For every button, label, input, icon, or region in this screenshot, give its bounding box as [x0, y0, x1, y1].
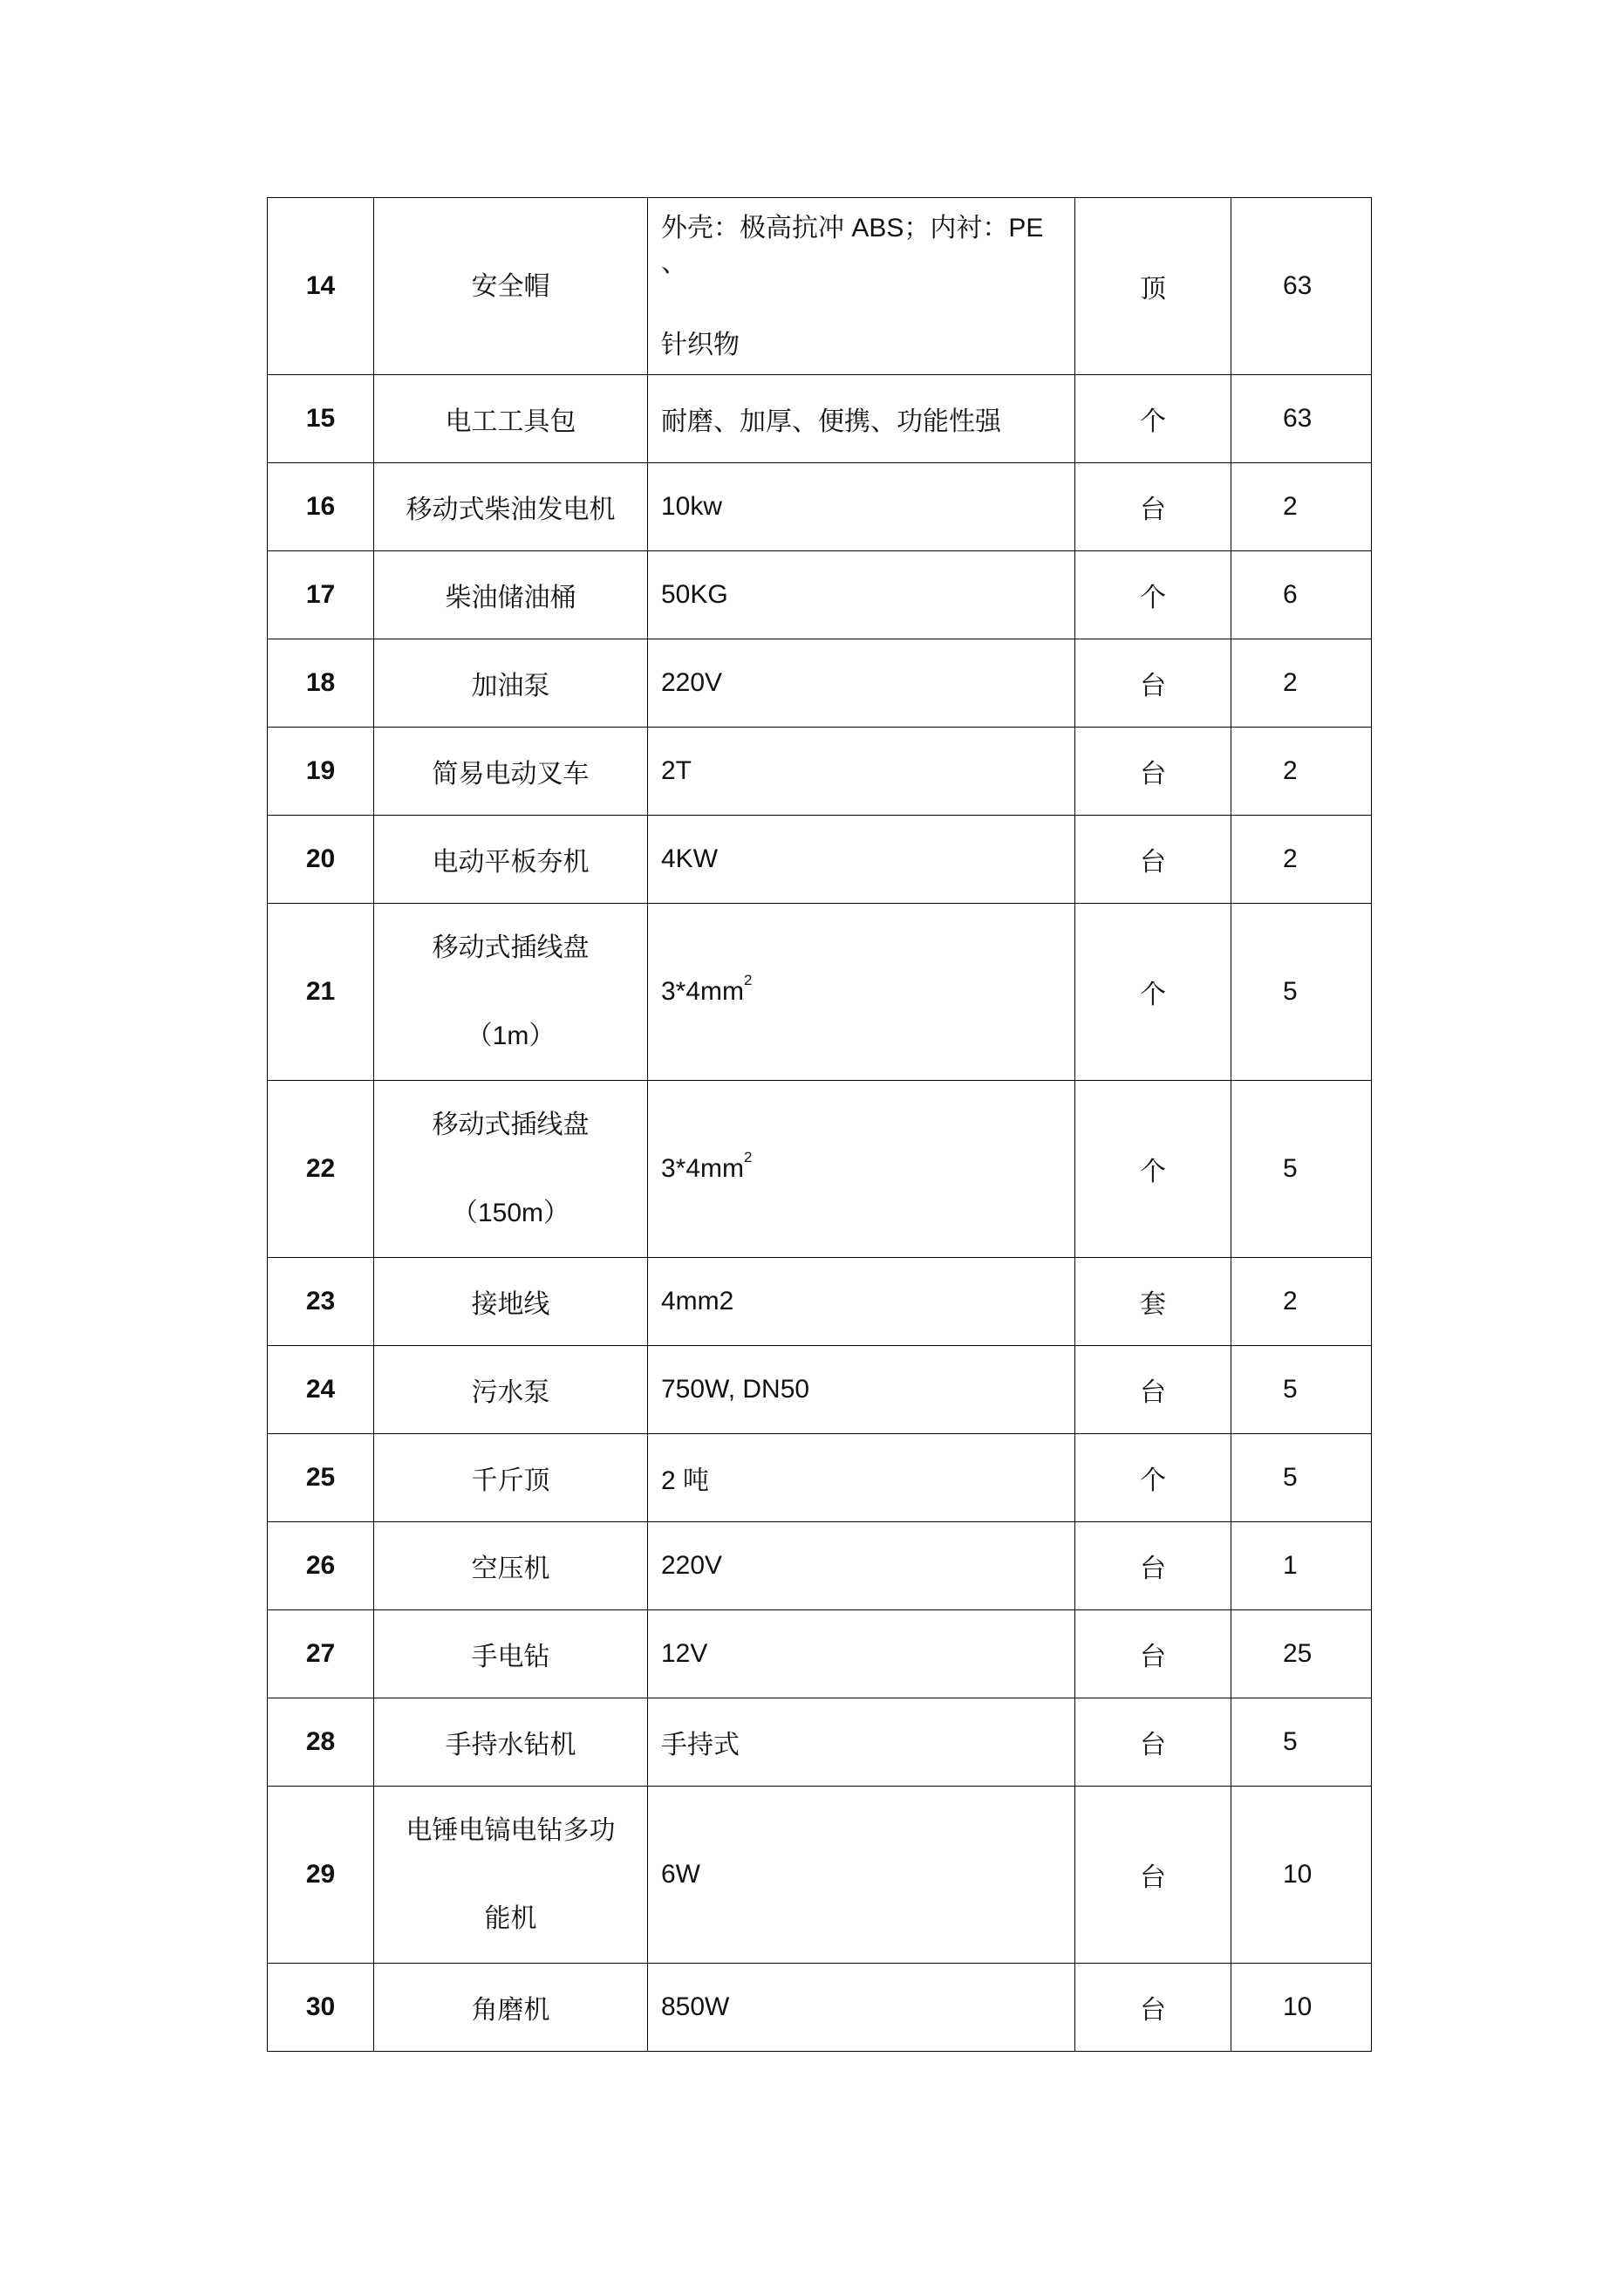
row-number: 22	[268, 1081, 374, 1258]
item-spec-line: 2 吨	[661, 1466, 710, 1495]
item-quantity: 10	[1231, 1964, 1372, 2052]
item-spec-text: 3*4mm	[661, 1154, 745, 1183]
item-unit: 台	[1075, 639, 1231, 728]
item-name	[374, 198, 648, 375]
item-spec	[648, 639, 1075, 728]
item-quantity: 2	[1231, 1258, 1372, 1346]
item-quantity: 63	[1231, 375, 1372, 463]
item-name	[374, 1434, 648, 1522]
table-row	[268, 198, 1372, 375]
table-row	[268, 904, 1372, 1081]
row-number: 15	[268, 375, 374, 463]
item-spec	[648, 1258, 1075, 1346]
item-spec	[648, 1610, 1075, 1698]
item-unit: 台	[1075, 463, 1231, 551]
item-name	[374, 904, 648, 1081]
item-name	[374, 375, 648, 463]
item-quantity: 10	[1231, 1787, 1372, 1964]
item-unit: 台	[1075, 1698, 1231, 1787]
item-spec-superscript: 2	[744, 1149, 753, 1165]
item-name-line: 手电钻	[471, 1643, 550, 1671]
item-unit: 台	[1075, 816, 1231, 904]
item-name-line: 能机	[484, 1904, 537, 1933]
row-number: 29	[268, 1787, 374, 1964]
row-number: 28	[268, 1698, 374, 1787]
item-spec-line: 10kw	[661, 492, 723, 521]
item-spec-superscript: 2	[744, 972, 753, 988]
item-spec-line: 外壳：极高抗冲 ABS；内衬：PE	[661, 213, 1044, 243]
item-spec-line: 12V	[661, 1639, 708, 1668]
item-unit: 顶	[1075, 198, 1231, 375]
item-unit: 台	[1075, 1610, 1231, 1698]
item-name	[374, 1698, 648, 1787]
table-row	[268, 1787, 1372, 1964]
item-spec	[648, 1787, 1075, 1964]
item-quantity: 5	[1231, 1698, 1372, 1787]
item-name	[374, 1610, 648, 1698]
row-number: 14	[268, 198, 374, 375]
item-spec	[648, 1522, 1075, 1610]
item-spec	[648, 1964, 1075, 2052]
item-spec-line: 220V	[661, 668, 723, 697]
item-name	[374, 639, 648, 728]
item-name	[374, 1787, 648, 1964]
item-name	[374, 816, 648, 904]
item-spec	[648, 904, 1075, 1081]
item-spec-line: 针织物	[661, 330, 740, 359]
item-name-line: 移动式柴油发电机	[406, 495, 616, 524]
item-quantity: 25	[1231, 1610, 1372, 1698]
row-number: 30	[268, 1964, 374, 2052]
item-name-line: 千斤顶	[471, 1466, 550, 1495]
item-spec-line: 、	[661, 248, 687, 277]
table-row	[268, 1522, 1372, 1610]
table-row	[268, 463, 1372, 551]
table-row	[268, 816, 1372, 904]
row-number: 21	[268, 904, 374, 1081]
item-unit: 套	[1075, 1258, 1231, 1346]
item-spec-line: 耐磨、加厚、便携、功能性强	[661, 407, 1001, 436]
item-name	[374, 728, 648, 816]
row-number: 18	[268, 639, 374, 728]
table-row	[268, 1698, 1372, 1787]
row-number: 27	[268, 1610, 374, 1698]
item-unit: 台	[1075, 1346, 1231, 1434]
item-quantity: 2	[1231, 816, 1372, 904]
row-number: 16	[268, 463, 374, 551]
item-spec-line: 2T	[661, 756, 692, 785]
item-spec-line: 850W	[661, 1992, 730, 2021]
row-number: 25	[268, 1434, 374, 1522]
row-number: 17	[268, 551, 374, 639]
item-spec-line: 6W	[661, 1860, 700, 1889]
item-quantity: 5	[1231, 1081, 1372, 1258]
item-spec	[648, 198, 1075, 375]
table-row	[268, 728, 1372, 816]
row-number: 20	[268, 816, 374, 904]
item-unit: 个	[1075, 1081, 1231, 1258]
item-spec	[648, 1081, 1075, 1258]
item-quantity: 2	[1231, 463, 1372, 551]
row-number: 19	[268, 728, 374, 816]
item-name-line: 手持水钻机	[445, 1731, 576, 1760]
item-spec	[648, 463, 1075, 551]
item-quantity: 2	[1231, 639, 1372, 728]
table-row	[268, 639, 1372, 728]
item-name	[374, 463, 648, 551]
table-row	[268, 1081, 1372, 1258]
item-spec-line: 50KG	[661, 580, 728, 609]
item-name	[374, 1081, 648, 1258]
item-quantity: 2	[1231, 728, 1372, 816]
item-quantity: 5	[1231, 1434, 1372, 1522]
equipment-table	[267, 197, 1372, 2052]
item-spec-text: 3*4mm	[661, 977, 745, 1006]
item-spec	[648, 728, 1075, 816]
item-unit: 个	[1075, 551, 1231, 639]
item-name-line: 柴油储油桶	[445, 584, 576, 612]
item-name	[374, 1346, 648, 1434]
row-number: 26	[268, 1522, 374, 1610]
item-quantity: 1	[1231, 1522, 1372, 1610]
item-name-line: 接地线	[471, 1290, 550, 1319]
item-spec-line: 4KW	[661, 844, 719, 873]
item-spec-line: 750W, DN50	[661, 1375, 810, 1404]
item-spec-line: 220V	[661, 1551, 723, 1580]
table-row	[268, 1434, 1372, 1522]
item-name-line: 电动平板夯机	[432, 848, 590, 877]
item-name-line: 电锤电镐电钻多功	[406, 1816, 616, 1845]
item-spec	[648, 1346, 1075, 1434]
table-row	[268, 1610, 1372, 1698]
item-unit: 个	[1075, 375, 1231, 463]
item-name-line: 简易电动叉车	[432, 760, 590, 789]
item-unit: 台	[1075, 1787, 1231, 1964]
table-row	[268, 1964, 1372, 2052]
item-quantity: 5	[1231, 904, 1372, 1081]
item-spec	[648, 375, 1075, 463]
item-name-line: 移动式插线盘	[432, 933, 590, 962]
item-quantity: 5	[1231, 1346, 1372, 1434]
item-spec-line	[661, 972, 1074, 1007]
item-quantity: 6	[1231, 551, 1372, 639]
item-unit: 个	[1075, 904, 1231, 1081]
item-unit: 台	[1075, 1964, 1231, 2052]
item-name	[374, 1258, 648, 1346]
row-number: 24	[268, 1346, 374, 1434]
item-name-line: 电工工具包	[445, 407, 576, 436]
table-row	[268, 1346, 1372, 1434]
item-spec	[648, 1434, 1075, 1522]
item-spec-line: 手持式	[661, 1731, 740, 1760]
item-unit: 个	[1075, 1434, 1231, 1522]
item-name	[374, 551, 648, 639]
item-name-line: 移动式插线盘	[432, 1110, 590, 1139]
row-number: 23	[268, 1258, 374, 1346]
table-row	[268, 375, 1372, 463]
item-name-line: 角磨机	[471, 1996, 550, 2025]
item-unit: 台	[1075, 728, 1231, 816]
item-quantity: 63	[1231, 198, 1372, 375]
item-name-line: （150m）	[451, 1199, 570, 1227]
item-spec	[648, 551, 1075, 639]
item-name-line: 污水泵	[471, 1378, 550, 1407]
table-row	[268, 551, 1372, 639]
item-name-line: 空压机	[471, 1555, 550, 1583]
table-row	[268, 1258, 1372, 1346]
item-spec	[648, 1698, 1075, 1787]
item-spec-line: 4mm2	[661, 1287, 734, 1315]
item-name	[374, 1964, 648, 2052]
item-unit: 台	[1075, 1522, 1231, 1610]
item-name-line: （1m）	[466, 1022, 556, 1050]
item-spec	[648, 816, 1075, 904]
item-spec-line	[661, 1149, 1074, 1184]
item-name	[374, 1522, 648, 1610]
item-name-line: 加油泵	[471, 672, 550, 700]
item-name-line: 安全帽	[471, 271, 550, 301]
